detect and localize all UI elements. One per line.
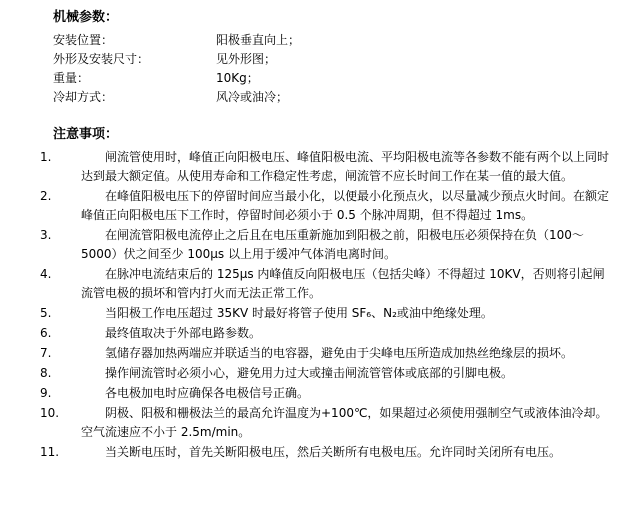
note-text: 在脉冲电流结束后的 125μs 内峰值反向阳极电压（包括尖峰）不得超过 10KV，否则将引起闸流管电极的损坏和管内打火而无法正常工作。 bbox=[81, 267, 605, 300]
mechanical-params-table bbox=[53, 31, 533, 107]
note-item bbox=[40, 324, 616, 343]
note-item bbox=[40, 404, 616, 442]
note-text: 当阳极工作电压超过 35KV 时最好将管子使用 SF₆、N₂或油中绝缘处理。 bbox=[105, 306, 493, 320]
note-number: 4. bbox=[40, 267, 52, 281]
note-item bbox=[40, 187, 616, 225]
note-text: 闸流管使用时，峰值正向阳极电压、峰值阳极电流、平均阳极电流等各参数不能有两个以上同时达到最大额定值。从使用寿命和工作稳定性考虑，闸流管不应长时间工作在某一值的最大值。 bbox=[81, 150, 610, 183]
notes-list bbox=[40, 148, 616, 463]
param-value: 风冷或油冷； bbox=[216, 90, 289, 104]
param-row-dimensions bbox=[53, 50, 533, 69]
note-number: 9. bbox=[40, 386, 52, 400]
note-number: 3. bbox=[40, 228, 52, 242]
note-number: 7. bbox=[40, 346, 52, 360]
param-label: 安装位置： bbox=[53, 33, 114, 47]
mechanical-params-heading: 机械参数： bbox=[53, 10, 119, 25]
note-text: 操作闸流管时必须小心，避免用力过大或撞击闸流管管体或底部的引脚电极。 bbox=[105, 366, 514, 380]
param-row-install-position bbox=[53, 31, 533, 50]
note-text: 氢储存器加热两端应并联适当的电容器，避免由于尖峰电压所造成加热丝绝缘层的损坏。 bbox=[105, 346, 574, 360]
note-item bbox=[40, 226, 616, 264]
notes-heading: 注意事项： bbox=[53, 127, 119, 142]
note-item bbox=[40, 304, 616, 323]
note-text: 各电极加电时应确保各电极信号正确。 bbox=[105, 386, 310, 400]
param-label: 外形及安装尺寸： bbox=[53, 52, 150, 66]
note-number: 11. bbox=[40, 445, 60, 459]
note-text: 在闸流管阳极电流停止之后且在电压重新施加到阳极之前，阳极电压必须保持在负（100～5000）伏之间至少 100μs 以上用于缓冲气体消电离时间。 bbox=[81, 228, 584, 261]
note-number: 6. bbox=[40, 326, 52, 340]
param-row-weight bbox=[53, 69, 533, 88]
param-value: 见外形图； bbox=[216, 52, 277, 66]
note-item bbox=[40, 344, 616, 363]
note-number: 10. bbox=[40, 406, 60, 420]
note-text: 在峰值阳极电压下的停留时间应当最小化，以便最小化预点火，以尽量减少预点火时间。在额定峰值正向阳极电压下工作时，停留时间必须小于 0.5 个脉冲周期，但不得超过 1ms。 bbox=[81, 189, 610, 222]
note-item bbox=[40, 384, 616, 403]
note-number: 5. bbox=[40, 306, 52, 320]
note-item bbox=[40, 443, 616, 462]
note-text: 最终值取决于外部电路参数。 bbox=[105, 326, 262, 340]
param-label: 冷却方式： bbox=[53, 90, 114, 104]
param-row-cooling bbox=[53, 88, 533, 107]
note-text: 阴极、阳极和栅极法兰的最高允许温度为+100℃，如果超过必须使用强制空气或液体油冷却。空气流速应不小于 2.5m/min。 bbox=[81, 406, 608, 439]
note-number: 2. bbox=[40, 189, 52, 203]
param-label: 重量： bbox=[53, 71, 90, 85]
note-text: 当关断电压时，首先关断阳极电压，然后关断所有电极电压。允许同时关闭所有电压。 bbox=[105, 445, 562, 459]
note-item bbox=[40, 364, 616, 383]
param-value: 阳极垂直向上； bbox=[216, 33, 301, 47]
note-number: 1. bbox=[40, 150, 52, 164]
note-item bbox=[40, 148, 616, 186]
note-number: 8. bbox=[40, 366, 52, 380]
note-item bbox=[40, 265, 616, 303]
param-value: 10Kg； bbox=[216, 71, 259, 85]
